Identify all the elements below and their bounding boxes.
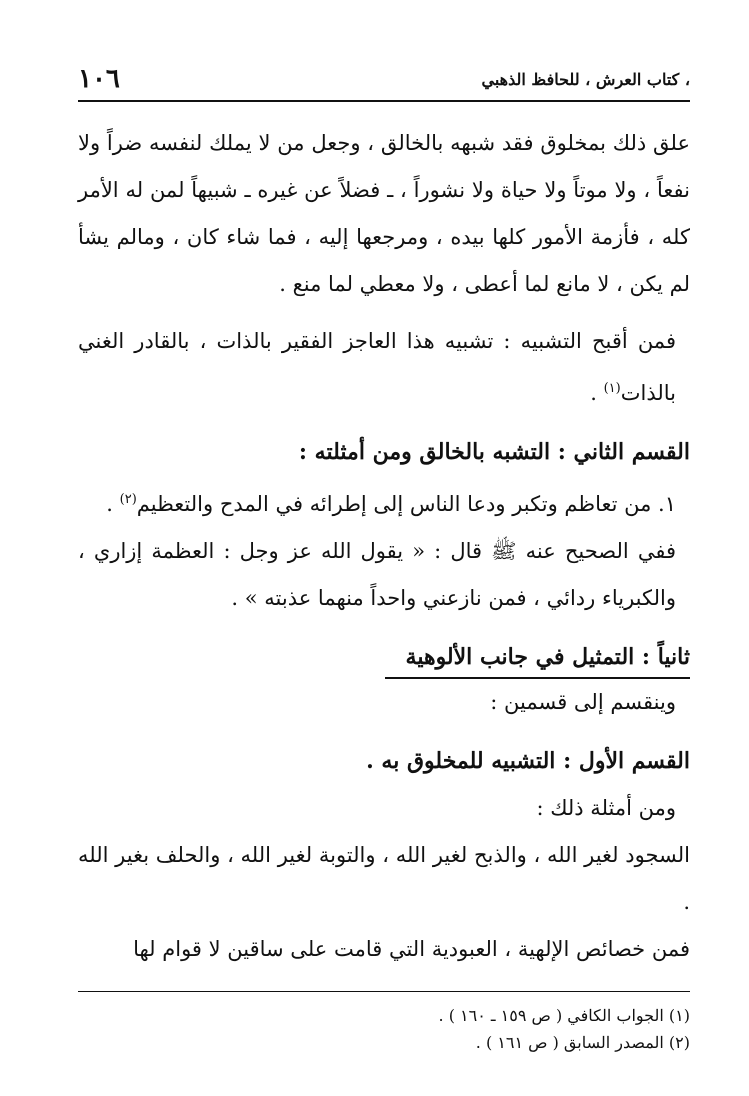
page-body [78,120,690,973]
heading-second-section: القسم الثاني : التشبه بالخالق ومن أمثلته : [298,439,690,465]
heading-secondly: ثانياً : التمثيل في جانب الألوهية [405,644,690,670]
paragraph-4: ففي الصحيح عنه ﷺ قال : « يقول الله عز وجل : العظمة إزاري ، والكبرياء ردائي ، فمن نازعني واحداً منهما عذبته » . [78,539,676,610]
paragraph-2 [78,318,690,417]
page-number: ١٠٦ [78,64,120,94]
paragraph-7: السجود لغير الله ، والذبح لغير الله ، والتوبة لغير الله ، والحلف بغير الله . [78,843,691,914]
running-title: ، كتاب العرش ، للحافظ الذهبي [481,70,690,89]
paragraph-3 [78,476,690,528]
paragraph-3-text: ١. من تعاظم وتكبر ودعا الناس إلى إطرائه في المدح والتعظيم [136,492,676,516]
footnotes [78,991,690,1056]
footnote-ref-2: (٢) [119,492,137,507]
paragraph-1: علق ذلك بمخلوق فقد شبهه بالخالق ، وجعل من لا يملك لنفسه ضراً ولا نفعاً ، ولا موتاً ولا حياة ولا نشوراً ، ـ فضلاً عن غيره ـ شبيهاً لمن له الأمر كله ، فأزمة الأمور كلها بيده ، ومرجعها إليه ، فما شاء كان ، ومالم يشأ لم يكن ، لا مانع لما أعطى ، ولا معطي لما منع . [78,131,690,296]
book-page [78,60,690,1056]
paragraph-3-end: . [106,492,120,516]
paragraph-5: وينقسم إلى قسمين : [490,690,676,714]
paragraph-6: ومن أمثلة ذلك : [536,796,676,820]
footnote-ref-1: (١) [603,381,621,396]
paragraph-2-text: فمن أقبح التشبيه : تشبيه هذا العاجز الفقير بالذات ، بالقادر الغني بالذات [78,329,676,405]
heading-first-section: القسم الأول : التشبيه للمخلوق به . [366,748,690,774]
page-header [78,60,690,102]
footnote-2: (٢) المصدر السابق ( ص ١٦١ ) . [475,1033,690,1052]
paragraph-2-end: . [590,381,604,405]
footnote-1: (١) الجواب الكافي ( ص ١٥٩ ـ ١٦٠ ) . [438,1006,690,1025]
paragraph-8: فمن خصائص الإلهية ، العبودية التي قامت على ساقين لا قوام لها [133,937,690,961]
